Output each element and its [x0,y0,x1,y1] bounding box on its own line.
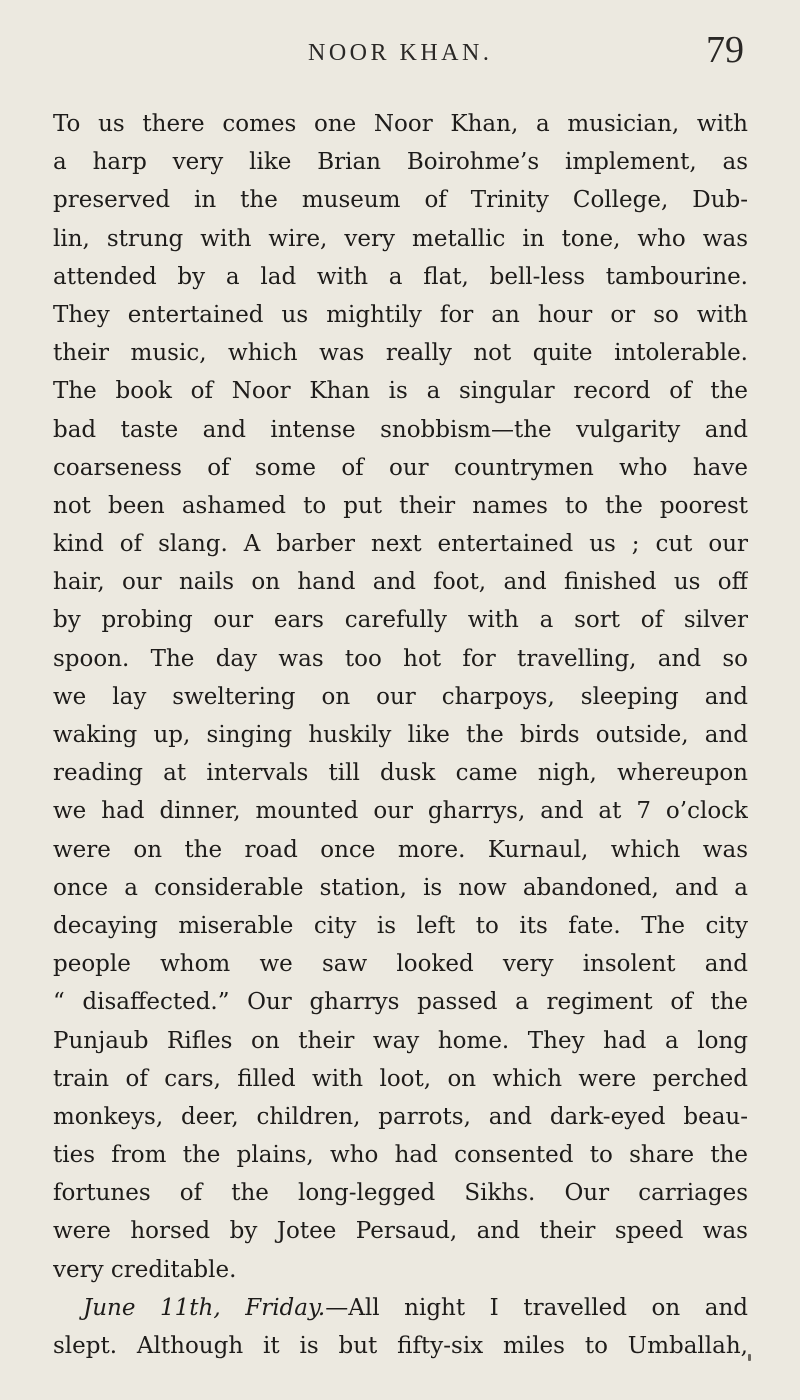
text-line: monkeys, deer, children, parrots, and dark-eyed beau- [53,1103,748,1130]
text-line: kind of slang. A barber next entertained us ; cut our [53,531,748,558]
text-line: waking up, singing huskily like the birds outside, and [53,722,748,748]
print-speck [748,1354,751,1361]
text-line: by probing our ears carefully with a sort of silver [53,607,748,634]
text-line: were on the road once more. Kurnaul, which was [53,836,748,863]
running-head [0,26,800,76]
text-line: reading at intervals till dusk came nigh, whereupon [53,760,748,787]
text-line: preserved in the museum of Trinity College, Dub- [53,187,748,214]
text-line: people whom we saw looked very insolent and [53,951,748,978]
text-line: lin, strung with wire, very metallic in tone, who was [53,225,748,252]
text-line: their music, which was really not quite intolerable. [53,340,748,367]
text-line: were horsed by Jotee Persaud, and their speed was [53,1218,748,1245]
text-line: ties from the plains, who had consented to share the [53,1142,748,1169]
text-line: decaying miserable city is left to its fate. The city [53,912,748,939]
text-line: train of cars, filled with loot, on which were perched [53,1065,748,1092]
dated-entry-line [53,1289,748,1327]
text-line: once a considerable station, is now abandoned, and a [53,874,748,901]
text-line: we had dinner, mounted our gharrys, and at 7 o’clock [53,798,748,825]
text-line: a harp very like Brian Boirohme’s implement, as [53,149,748,176]
text-line: bad taste and intense snobbism—the vulgarity and [53,416,748,443]
text-line: “ disaffected.” Our gharrys passed a regiment of the [53,989,748,1016]
entry-text: —All night I travelled on and [325,1294,748,1321]
text-line: coarseness of some of our countrymen who have [53,454,748,481]
text-line: hair, our nails on hand and foot, and finished us off [53,569,748,596]
page-number: 79 [706,29,744,71]
text-line: not been ashamed to put their names to the poorest [53,492,748,519]
entry-date: June 11th, Friday. [83,1294,326,1321]
running-title: NOOR KHAN. [308,40,493,66]
text-line: Punjaub Rifles on their way home. They had a long [53,1027,748,1054]
text-line: They entertained us mightily for an hour or so with [53,301,748,328]
text-line: The book of Noor Khan is a singular record of the [53,378,748,405]
text-line: very creditable. [53,1256,237,1283]
text-line: To us there comes one Noor Khan, a musician, with [53,111,748,137]
body-text [53,105,748,1365]
text-line: we lay sweltering on our charpoys, sleeping and [53,683,748,710]
text-line: spoon. The day was too hot for travelling, and so [53,645,748,672]
text-line: slept. Although it is but fifty-six miles to Umballah, [53,1333,748,1359]
text-line: fortunes of the long-legged Sikhs. Our carriages [53,1180,748,1207]
text-line: attended by a lad with a flat, bell-less tambourine. [53,263,748,290]
